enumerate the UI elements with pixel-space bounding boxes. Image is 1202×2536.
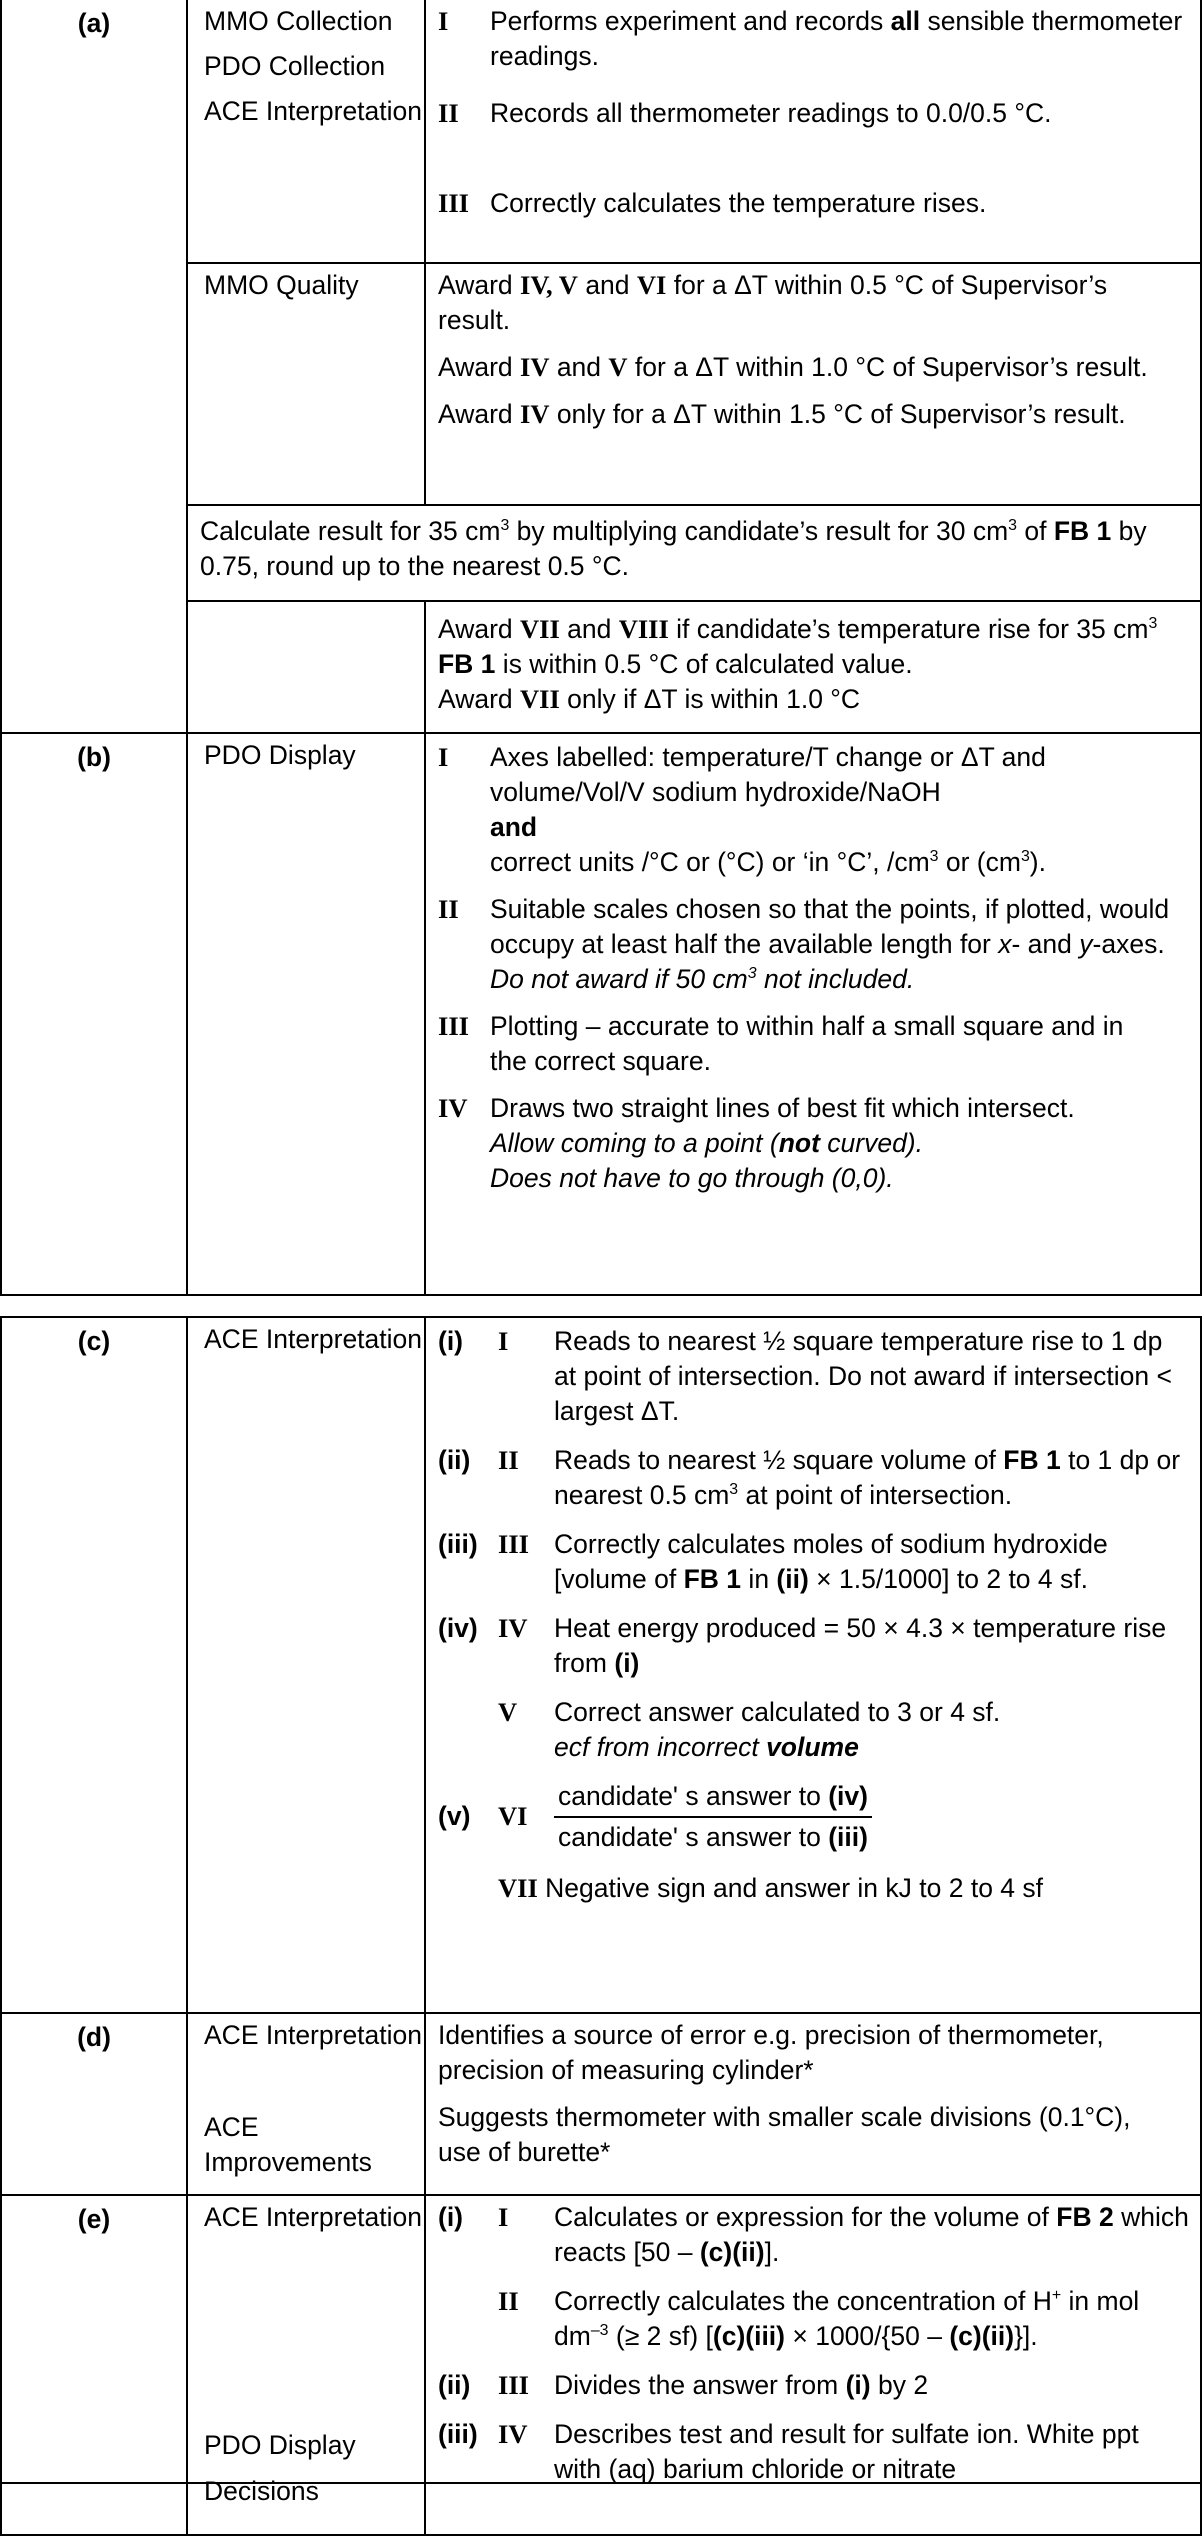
criterion-c-iv: (iv) IV Heat energy produced = 50 × 4.3 × temperature rise from (i)	[438, 1612, 1167, 1678]
skill-label: ACE Interpretation	[204, 2202, 423, 2232]
skill-label: PDO Collection	[204, 50, 386, 81]
quality-line-1: Award IV, V and VI for a ΔT within 0.5 °C of Supervisor’s result.	[438, 270, 1108, 335]
criterion-d-1: Identifies a source of error e.g. precision of thermometer, precision of measuring cylinder*	[438, 2020, 1104, 2085]
criterion-c-v: (v) VI $\frac{\text{candidate' s answer to (iv)}}{\text{candidate' s answer to (iii)}}$	[438, 1779, 1200, 1855]
skill-cell-b	[187, 733, 425, 1295]
part-label-a: (a)	[1, 0, 187, 733]
part-label-d: (d)	[1, 2013, 187, 2195]
part-label-b: (b)	[1, 733, 187, 1295]
skill-cell-quality	[187, 263, 425, 505]
criterion-b-IV: IV Draws two straight lines of best fit which intersect. Allow coming to a point (not curved). Does not have to go through (0,0).	[438, 1092, 1075, 1193]
criterion-e-i: (i) I Calculates or expression for the volume of FB 2 which reacts [50 – (c)(ii)].	[438, 2202, 1189, 2267]
skill-label: ACE Improvements	[204, 2112, 372, 2177]
empty-skill-cell	[187, 601, 425, 733]
criterion-e-II: II Correctly calculates the concentration of H+ in mol $dm^{-3}$ (≥ 2 sf) [(c)(iii) × 1000/{50 – (c)(ii)}].	[498, 2285, 1140, 2351]
criterion-d-2: Suggests thermometer with smaller scale divisions (0.1°C), use of burette*	[438, 2102, 1131, 2167]
criterion-c-ii: (ii) II Reads to nearest ½ square volume of FB 1 to 1 dp or nearest 0.5 $cm^3$ at point of intersection.	[438, 1444, 1181, 1510]
next-row-divider-1	[186, 2482, 188, 2522]
skill-label: ACE Interpretation	[204, 2020, 423, 2050]
part-label-c: (c)	[1, 1317, 187, 2013]
skill-label: ACE Interpretation	[204, 95, 423, 126]
criterion-b-II: II Suitable scales chosen so that the points, if plotted, would occupy at least half the available length for x- and y-axes. Do not award if 50 $cm^3$ not included.	[438, 893, 1170, 994]
skill-label: ACE Interpretation	[204, 1324, 423, 1354]
skill-label: PDO Display	[204, 2430, 356, 2460]
criterion-e-ii: (ii) III Divides the answer from (i) by 2	[438, 2369, 929, 2400]
skill-cell-a	[187, 0, 425, 263]
skill-label: Decisions	[204, 2476, 319, 2506]
criterion-c-V: V Correct answer calculated to 3 or 4 sf. ecf from incorrect volume	[498, 1696, 1001, 1762]
fraction: $\frac{\text{candidate' s answer to (iv)}}{\text{candidate' s answer to (iii)}}$	[554, 1779, 872, 1855]
skill-label: PDO Display	[204, 740, 356, 770]
criterion-c-VII: VII Negative sign and answer in kJ to 2 to 4 sf	[498, 1872, 1044, 1903]
criterion-a-I: I Performs experiment and records all sensible thermometer readings.	[438, 6, 1183, 71]
next-row-fragment	[0, 2482, 1202, 2524]
criterion-e-iii: (iii) IV Describes test and result for sulfate ion. White ppt with (aq) barium chloride or nitrate	[438, 2418, 1139, 2484]
skill-cell-d	[187, 2013, 425, 2195]
skill-label: MMO Quality	[204, 270, 359, 300]
criterion-b-III: III Plotting – accurate to within half a small square and in the correct square.	[438, 1010, 1124, 1076]
part-label-e: (e)	[1, 2195, 187, 2535]
skill-label: MMO Collection	[204, 6, 393, 36]
calculation-note: Calculate result for 35 $cm^3$ by multiplying candidate’s result for 30 $cm^3$ of FB 1 by 0.75, round up to the nearest 0.5 °C.	[187, 505, 1201, 601]
criterion-b-I: I Axes labelled: temperature/T change or ΔT and volume/Vol/V sodium hydroxide/NaOH and correct units /°C or (°C) or ‘in °C’, $/cm^3$ or $(cm^3)$.	[438, 742, 1046, 877]
quality-line-2: Award IV and V for a ΔT within 1.0 °C of Supervisor’s result.	[438, 351, 1148, 382]
quality-line-3: Award IV only for a ΔT within 1.5 °C of Supervisor’s result.	[438, 398, 1126, 429]
mark-scheme-table-2	[0, 1316, 1202, 2536]
criteria-cell-a	[425, 0, 1201, 263]
award-vii-criteria: Award VII and VIII if candidate’s temperature rise for 35 $cm^3$ FB 1 is within 0.5 °C of calculated value. Award VII only if ΔT is within 1.0 °C	[425, 601, 1201, 733]
criterion-a-III: III Correctly calculates the temperature rises.	[438, 188, 987, 218]
criteria-cell-c	[425, 1317, 1201, 2013]
quality-criteria-cell	[425, 263, 1201, 505]
criteria-cell-b	[425, 733, 1201, 1295]
skill-cell-c	[187, 1317, 425, 2013]
criteria-cell-d	[425, 2013, 1201, 2195]
criterion-c-iii: (iii) III Correctly calculates moles of sodium hydroxide [volume of FB 1 in (ii) × 1.5/1000] to 2 to 4 sf.	[438, 1528, 1108, 1594]
criterion-a-II: II Records all thermometer readings to 0.0/0.5 °C.	[438, 98, 1052, 128]
criterion-c-i: (i) I Reads to nearest ½ square temperature rise to 1 dp at point of intersection. Do not award if intersection < largest ΔT.	[438, 1326, 1172, 1426]
